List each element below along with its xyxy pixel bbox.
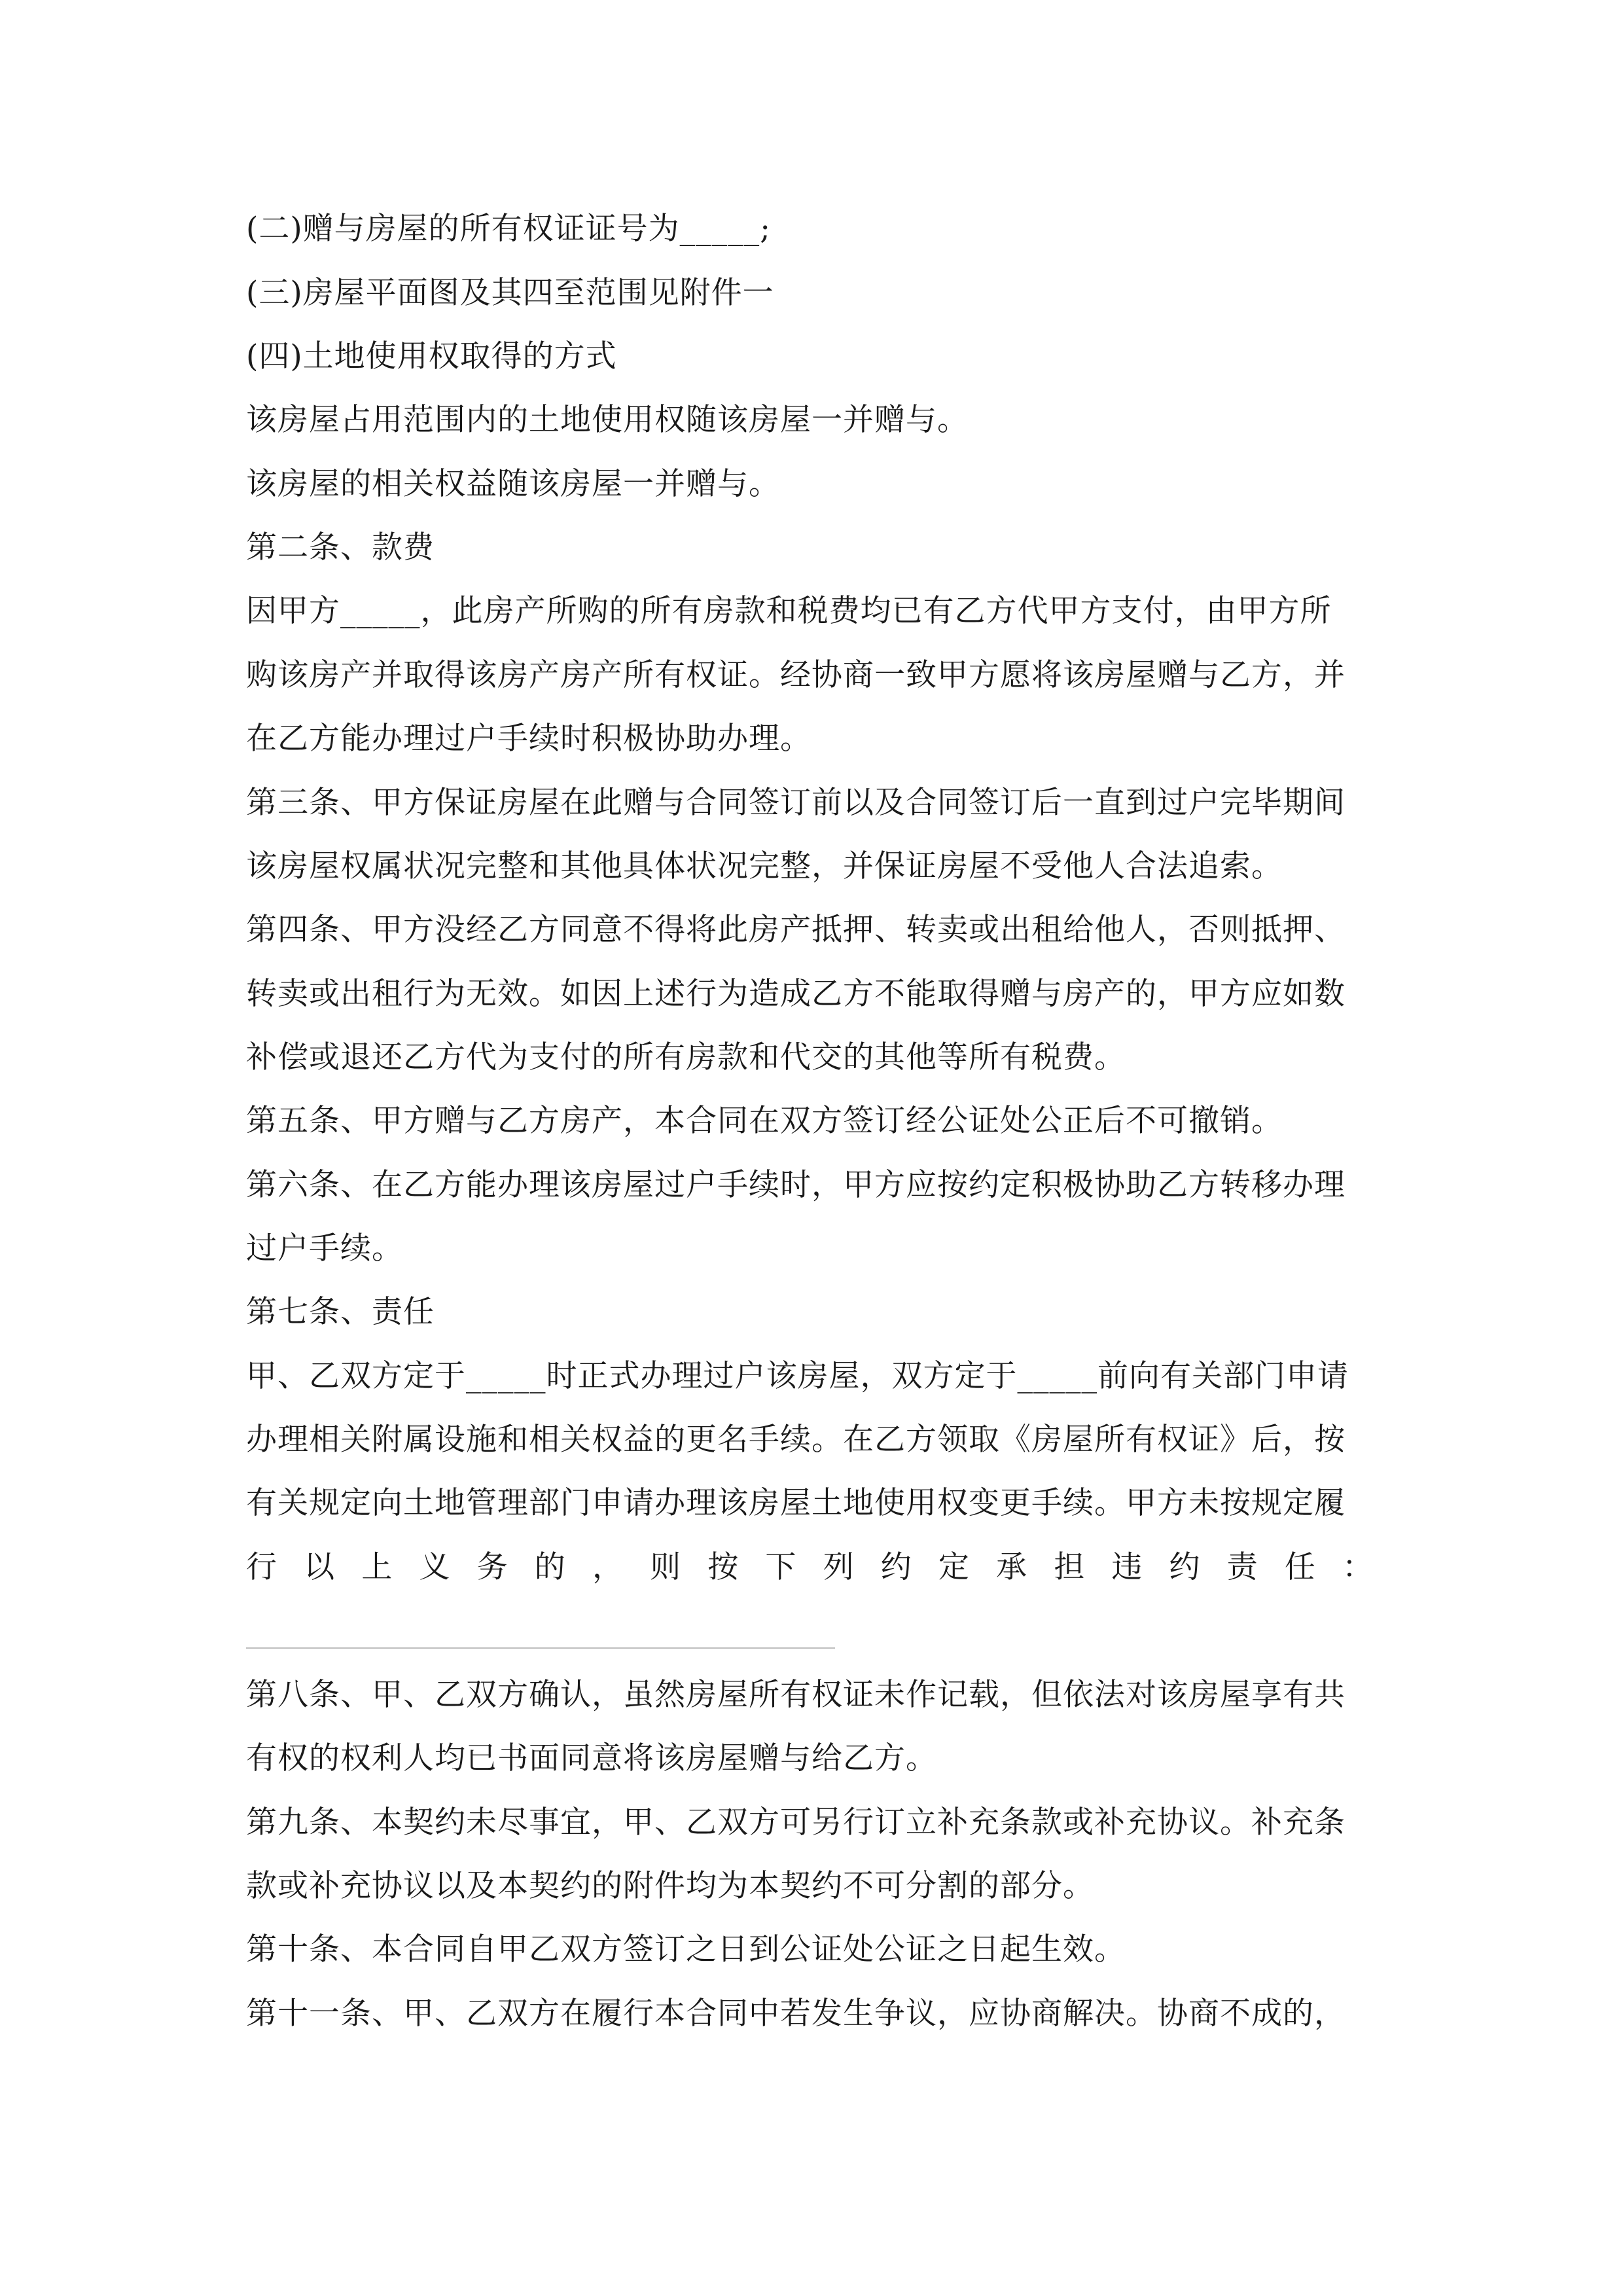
clause-line: 该房屋的相关权益随该房屋一并赠与。 [246,466,780,502]
clause-line: 办理相关附属设施和相关权益的更名手续。在乙方领取《房屋所有权证》后，按 [246,1422,1346,1458]
clause-line: 第三条、甲方保证房屋在此赠与合同签订前以及合同签订后一直到过户完毕期间 [246,785,1346,821]
clause-line: 补偿或退还乙方代为支付的所有房款和代交的其他等所有税费。 [246,1039,1126,1075]
clause-line: 第九条、本契约未尽事宜，甲、乙双方可另行订立补充条款或补充协议。补充条 [246,1804,1346,1840]
clause-line: 第八条、甲、乙双方确认，虽然房屋所有权证未作记载，但依法对该房屋享有共 [246,1677,1346,1713]
clause-line: 该房屋权属状况完整和其他具体状况完整，并保证房屋不受他人合法追索。 [246,848,1283,884]
article-heading: 第二条、款费 [246,529,435,565]
clause-line: 该房屋占用范围内的土地使用权随该房屋一并赠与。 [246,402,969,438]
clause-line-justified: 行以上义务的，则按下列约定承担违约责任： [246,1549,1373,1585]
clause-line: 第十一条、甲、乙双方在履行本合同中若发生争议，应协商解决。协商不成的， [246,1996,1346,2032]
clause-line: 购该房产并取得该房产房产所有权证。经协商一致甲方愿将该房屋赠与乙方，并 [246,657,1346,693]
clause-line: 有关规定向土地管理部门申请办理该房屋土地使用权变更手续。甲方未按规定履 [246,1485,1346,1521]
clause-line: (四)土地使用权取得的方式 [246,338,617,374]
clause-line: 过户手续。 [246,1230,403,1266]
clause-line: (三)房屋平面图及其四至范围见附件一 [246,275,774,311]
clause-line: 款或补充协议以及本契约的附件均为本契约不可分割的部分。 [246,1868,1094,1904]
clause-line: 甲、乙双方定于_____时正式办理过户该房屋，双方定于_____前向有关部门申请 [246,1358,1349,1394]
article-heading: 第七条、责任 [246,1294,435,1330]
clause-line: 第六条、在乙方能办理该房屋过户手续时，甲方应按约定积极协助乙方转移办理 [246,1167,1346,1203]
clause-line: 第四条、甲方没经乙方同意不得将此房产抵押、转卖或出租给他人，否则抵押、 [246,912,1346,948]
clause-line: 在乙方能办理过户手续时积极协助办理。 [246,721,812,757]
clause-line: 因甲方_____，此房产所购的所有房款和税费均已有乙方代甲方支付，由甲方所 [246,593,1332,629]
clause-line: 转卖或出租行为无效。如因上述行为造成乙方不能取得赠与房产的，甲方应如数 [246,976,1346,1012]
clause-line: 第五条、甲方赠与乙方房产，本合同在双方签订经公证处公正后不可撤销。 [246,1103,1283,1139]
clause-line: (二)赠与房屋的所有权证证号为_____; [246,211,772,247]
clause-line: 有权的权利人均已书面同意将该房屋赠与给乙方。 [246,1740,937,1776]
separator-rule [246,1647,835,1649]
clause-line: 第十条、本合同自甲乙双方签订之日到公证处公证之日起生效。 [246,1931,1126,1967]
